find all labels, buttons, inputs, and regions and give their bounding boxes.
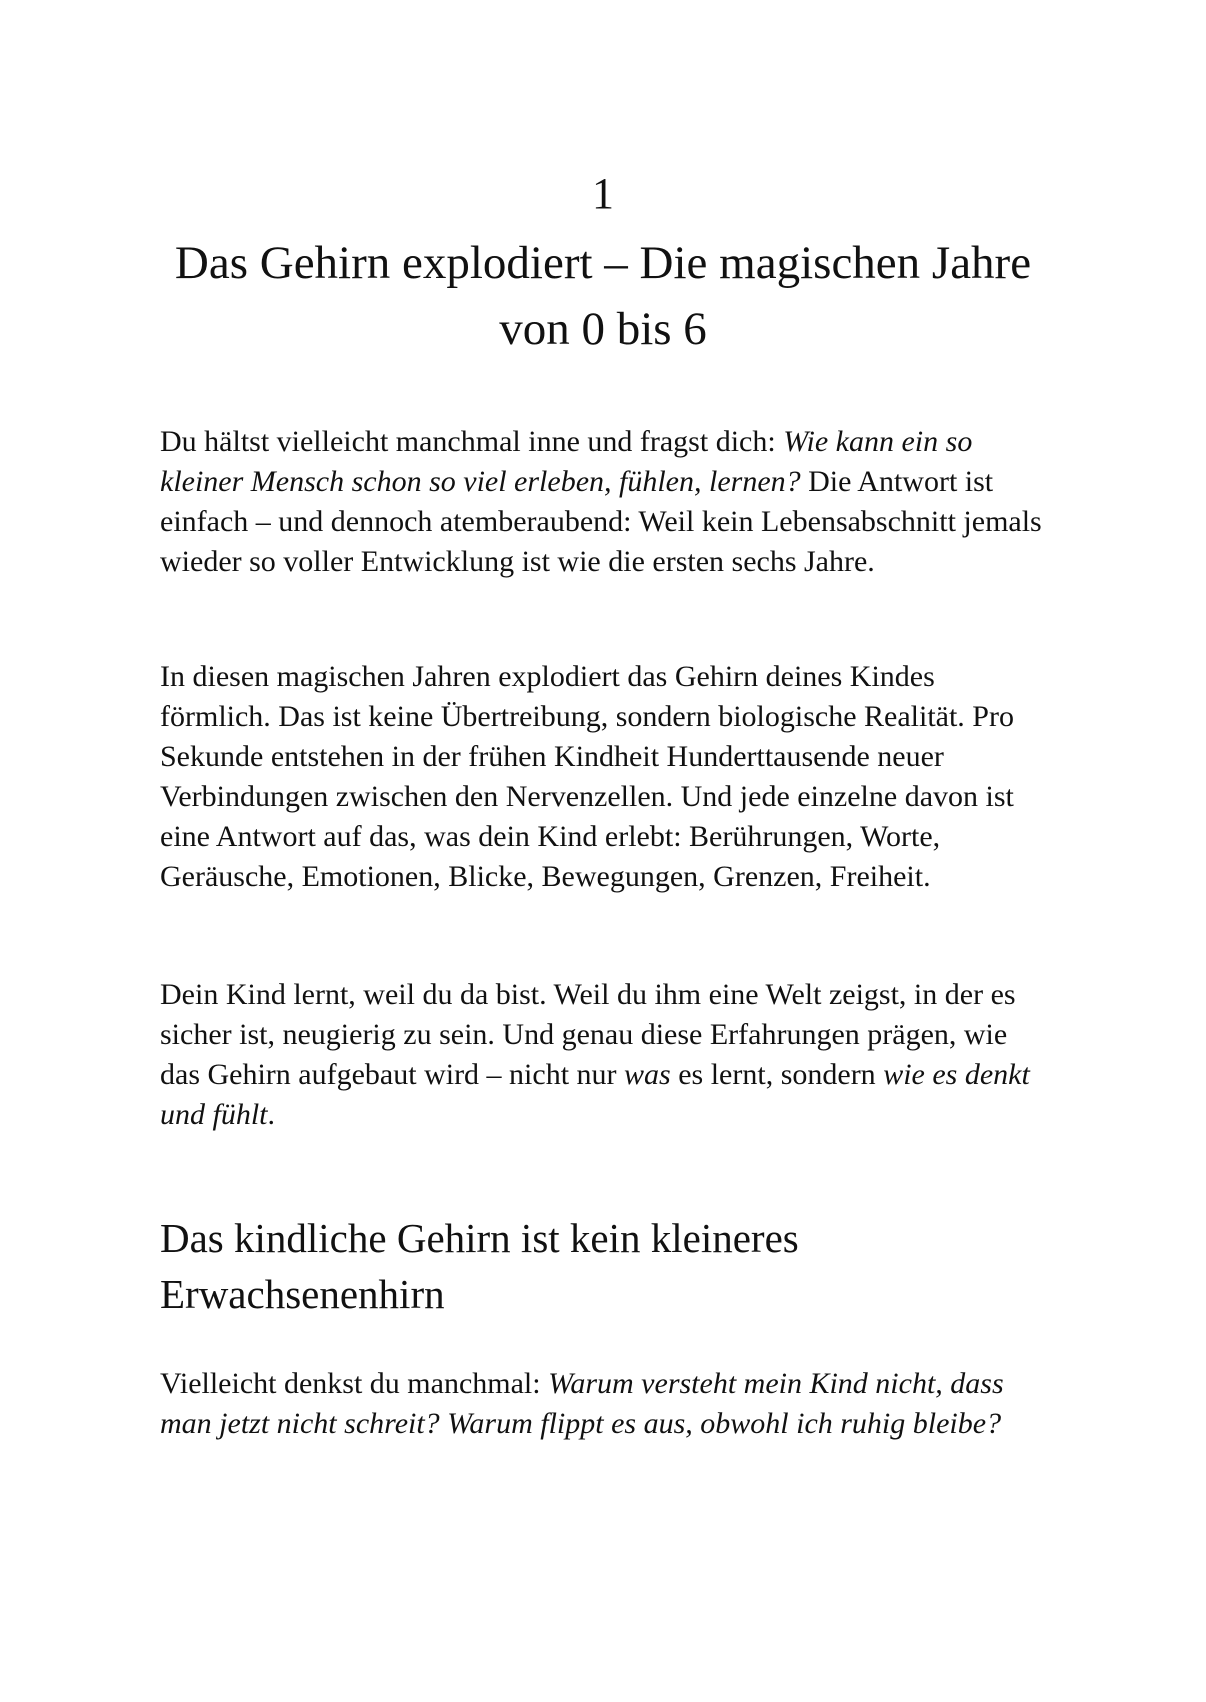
paragraph-1-question: Wie kann ein so kleiner Mensch schon so viel erleben, fühlen, lernen? xyxy=(160,425,973,498)
paragraph-3-wie: wie es denkt und fühlt xyxy=(160,1058,1030,1131)
section-title: Das kindliche Gehirn ist kein kleineres Erwachsenenhirn xyxy=(160,1215,799,1317)
paragraph-4-quote: Warum versteht mein Kind nicht, dass man jetzt nicht schreit? Warum flippt es aus, obwohl ich ruhig bleibe? xyxy=(160,1367,1004,1440)
paragraph-3-intro: Dein Kind lernt, weil du da bist. Weil du ihm eine Welt zeigst, in der es sicher ist, neugierig zu sein. Und genau diese Erfahrungen prägen, wie das Gehirn aufgebaut wird – nicht nur xyxy=(160,978,1016,1091)
paragraph-1-intro: Du hältst vielleicht manchmal inne und fragst dich: xyxy=(160,425,784,458)
chapter-title: Das Gehirn explodiert – Die magischen Jahre von 0 bis 6 xyxy=(174,237,1032,355)
paragraph-2: In diesen magischen Jahren explodiert das Gehirn deines Kindes förmlich. Das ist keine Übertreibung, sondern biologische Realität. Pro Sekunde entstehen in der frühen Kindheit Hunderttausende neuer Verbindungen zwischen den Nervenzellen. Und jede einzelne davon ist eine Antwort auf das, was dein Kind erlebt: Berührungen, Worte, Geräusche, Emotionen, Blicke, Bewegungen, Grenzen, Freiheit. xyxy=(160,660,1014,893)
paragraph-4 xyxy=(160,1364,1050,1444)
paragraph-1-answer: Die Antwort ist einfach – und dennoch atemberaubend: Weil kein Lebensabschnitt jemals wieder so voller Entwicklung ist wie die ersten sechs Jahre. xyxy=(160,465,1042,578)
paragraph-3-was: was xyxy=(624,1058,671,1091)
paragraph-3 xyxy=(160,975,1050,1135)
chapter-number: 1 xyxy=(592,169,614,218)
paragraph-3-middle: es lernt, sondern xyxy=(670,1058,884,1091)
paragraph-3-end: . xyxy=(267,1098,276,1131)
paragraph-4-intro: Vielleicht denkst du manchmal: xyxy=(160,1367,549,1400)
paragraph-1 xyxy=(160,422,1050,582)
